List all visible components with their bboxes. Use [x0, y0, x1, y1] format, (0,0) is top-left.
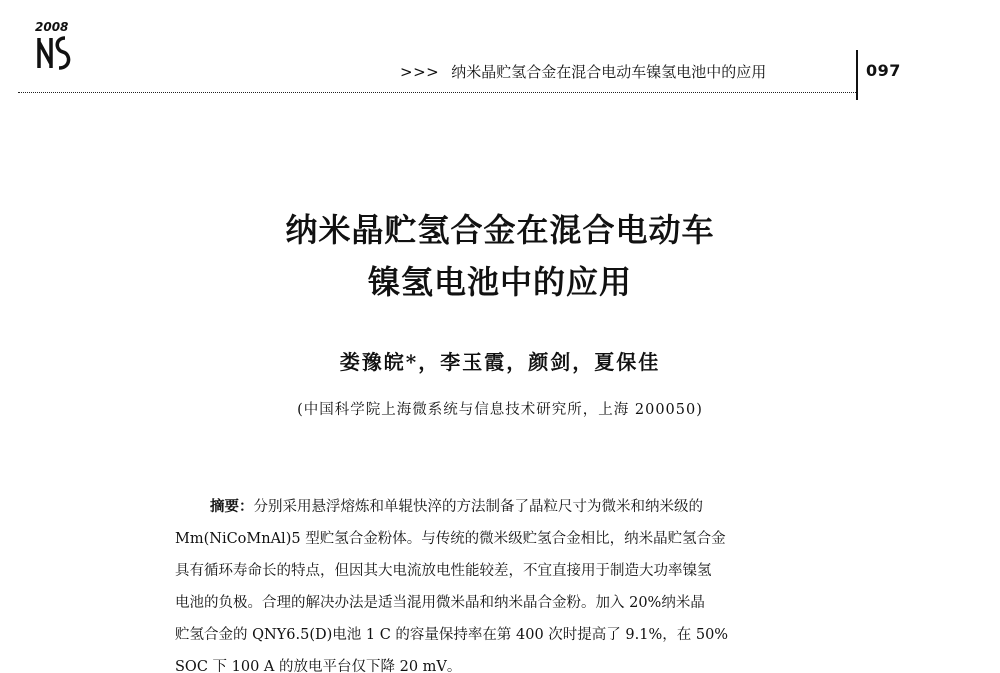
abstract-line-1	[175, 491, 865, 523]
header-divider-vertical	[856, 50, 858, 100]
header-rule	[18, 92, 856, 93]
running-head	[400, 61, 766, 82]
journal-logo-icon	[35, 34, 75, 74]
running-head-title: 纳米晶贮氢合金在混合电动车镍氢电池中的应用	[451, 63, 767, 81]
page-number: 097	[866, 61, 901, 80]
abstract-line-6: SOC 下 100 A 的放电平台仅下降 20 mV。	[175, 659, 462, 673]
article-authors: 娄豫皖*，李玉霞，颜剑，夏保佳	[339, 350, 661, 374]
abstract-label: 摘要：	[210, 498, 254, 515]
abstract	[175, 491, 865, 673]
abstract-line-2: Mm(NiCoMnAl)5 型贮氢合金粉体。与传统的微米级贮氢合金相比，纳米晶贮氢合金	[175, 531, 726, 547]
running-head-arrows: >>>	[400, 63, 440, 81]
abstract-text-1: 分别采用悬浮熔炼和单辊快淬的方法制备了晶粒尺寸为微米和纳米级的	[253, 499, 703, 515]
article-affiliation: (中国科学院上海微系统与信息技术研究所，上海 200050)	[297, 402, 703, 418]
article-title-line2: 镍氢电池中的应用	[367, 263, 632, 301]
abstract-line-5: 贮氢合金的 QNY6.5(D)电池 1 C 的容量保持率在第 400 次时提高了 9.1%，在 50%	[175, 627, 729, 643]
abstract-line-4: 电池的负极。合理的解决办法是适当混用微米晶和纳米晶合金粉。加入 20%纳米晶	[175, 595, 705, 611]
article-title-line1: 纳米晶贮氢合金在混合电动车	[285, 211, 715, 249]
abstract-line-3: 具有循环寿命长的特点，但因其大电流放电性能较差，不宜直接用于制造大功率镍氢	[175, 563, 712, 579]
journal-logo-year: 2008	[35, 20, 69, 34]
